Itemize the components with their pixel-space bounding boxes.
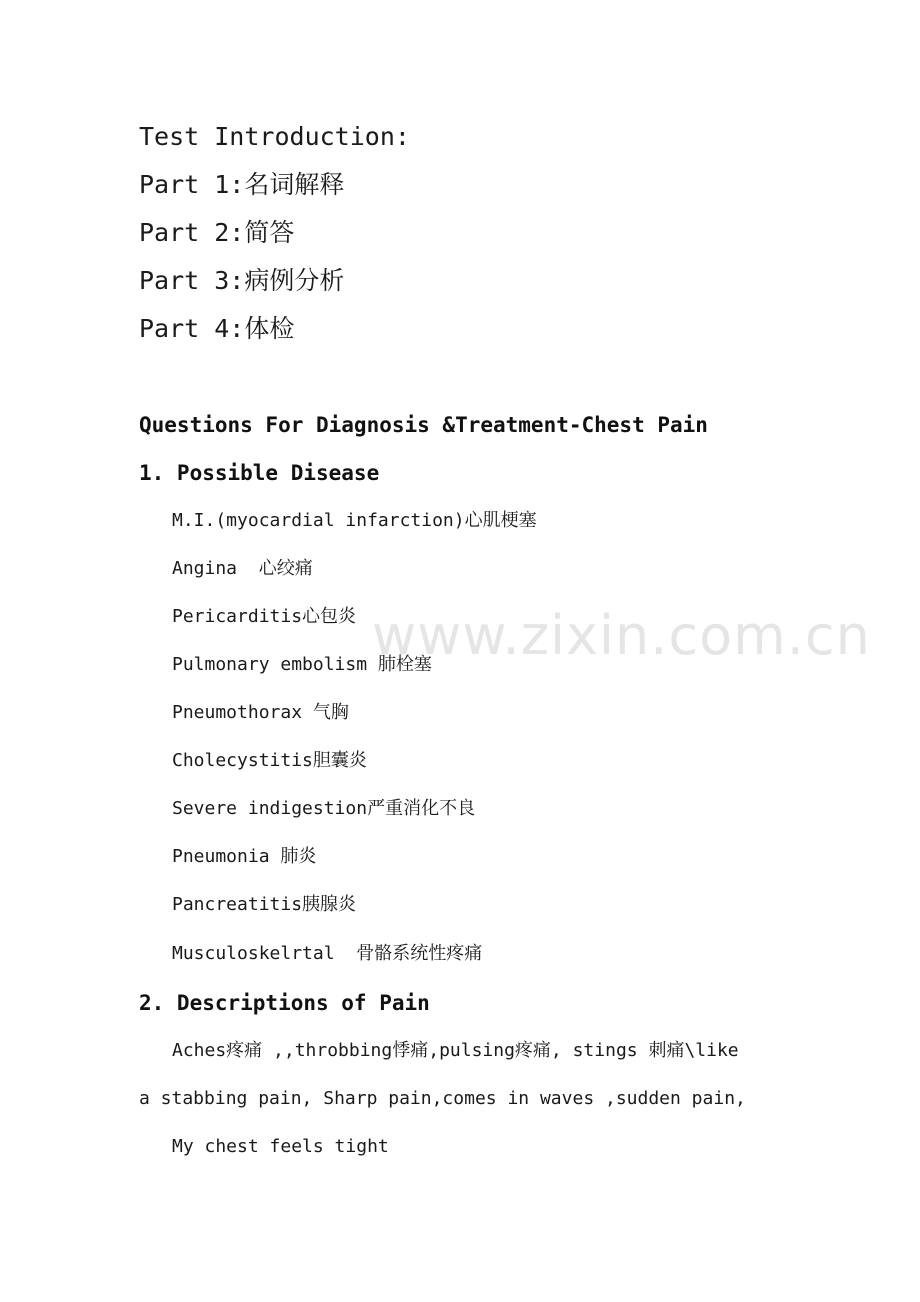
descriptions-line-2: a stabbing pain, Sharp pain,comes in waves ,sudden pain,	[139, 1088, 746, 1109]
disease-item: Angina 心绞痛	[172, 558, 313, 579]
part-2-line: Part 2:简答	[139, 218, 295, 247]
disease-item: Pulmonary embolism 肺栓塞	[172, 654, 432, 675]
descriptions-line-3: My chest feels tight	[172, 1136, 389, 1157]
disease-item: Pneumonia 肺炎	[172, 846, 317, 867]
disease-item: Pancreatitis胰腺炎	[172, 894, 357, 915]
part-4-line: Part 4:体检	[139, 314, 295, 343]
disease-item: M.I.(myocardial infarction)心肌梗塞	[172, 510, 537, 531]
descriptions-heading: 2. Descriptions of Pain	[139, 991, 430, 1015]
disease-item: Severe indigestion严重消化不良	[172, 798, 476, 819]
possible-disease-heading: 1. Possible Disease	[139, 461, 380, 485]
test-introduction-title: Test Introduction:	[139, 122, 410, 151]
disease-item: Pneumothorax 气胸	[172, 702, 349, 723]
part-1-line: Part 1:名词解释	[139, 170, 345, 199]
descriptions-line-1: Aches疼痛 ,,throbbing悸痛,pulsing疼痛, stings 刺痛\like	[172, 1040, 739, 1061]
part-3-line: Part 3:病例分析	[139, 266, 345, 295]
watermark: www.zixin.com.cn	[372, 604, 871, 667]
section-title: Questions For Diagnosis &Treatment-Chest Pain	[139, 413, 708, 437]
disease-item: Musculoskelrtal 骨骼系统性疼痛	[172, 943, 483, 964]
disease-item: Pericarditis心包炎	[172, 606, 357, 627]
disease-item: Cholecystitis胆囊炎	[172, 750, 367, 771]
